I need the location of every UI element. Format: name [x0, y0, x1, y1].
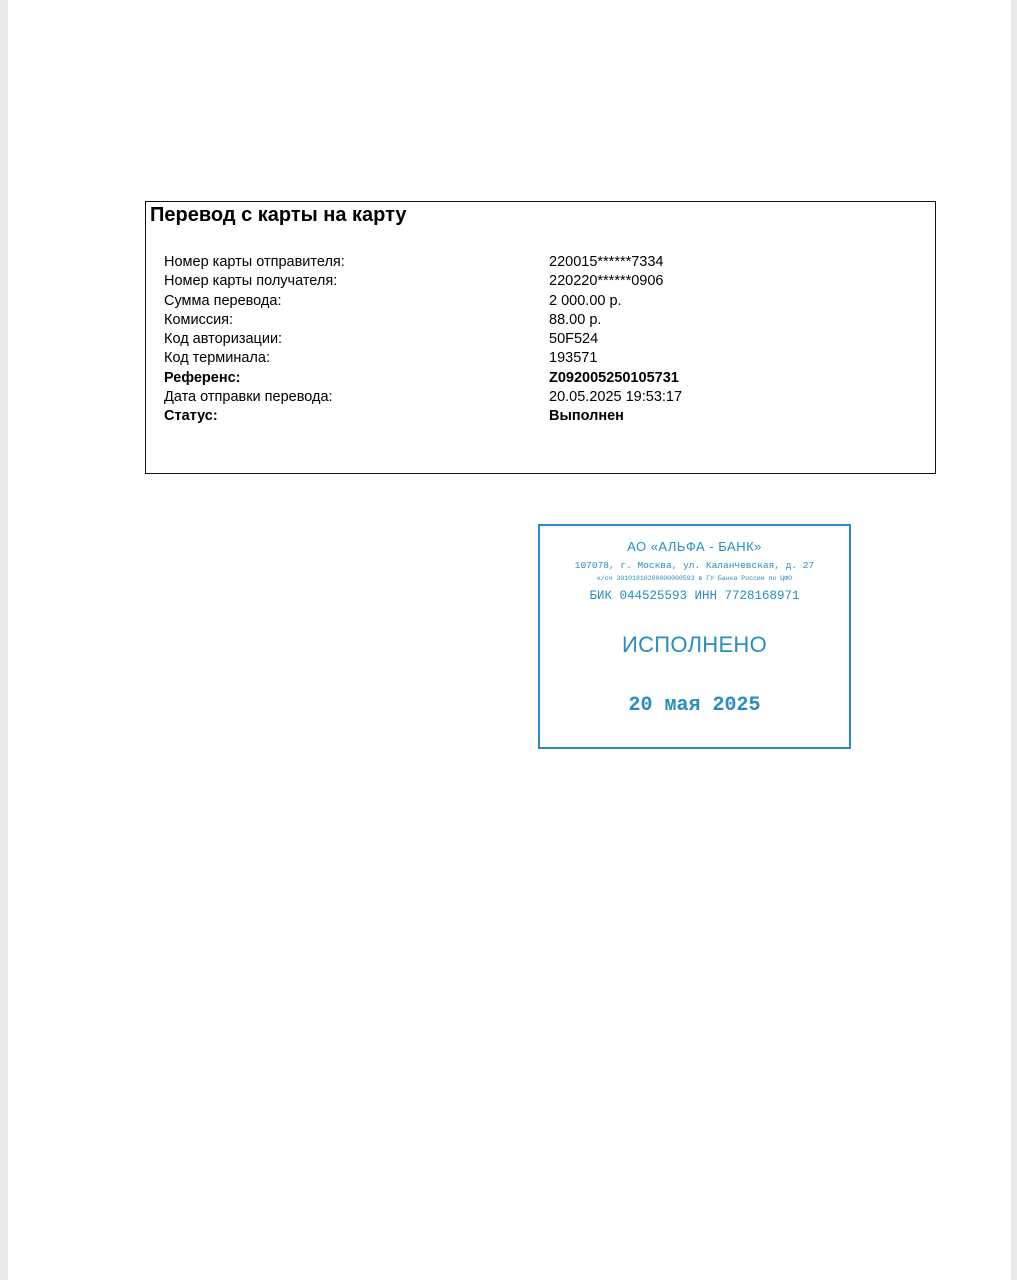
bank-stamp — [538, 524, 851, 749]
reference-label: Референс: — [164, 369, 241, 386]
send-date-row — [164, 389, 924, 408]
status-value: Выполнен — [549, 408, 624, 425]
recipient-card-label: Номер карты получателя: — [164, 273, 338, 290]
receipt-title: Перевод с карты на карту — [150, 204, 407, 226]
status-row — [164, 408, 924, 427]
amount-label: Сумма перевода: — [164, 292, 282, 309]
auth-code-label: Код авторизации: — [164, 331, 283, 348]
receipt-details — [164, 254, 924, 428]
stamp-account: к/сч 30101810200000000593 в ГУ Банка России по ЦФО — [596, 575, 793, 582]
sender-card-label: Номер карты отправителя: — [164, 254, 345, 270]
transfer-receipt — [145, 201, 936, 474]
recipient-card-value: 220220******0906 — [549, 273, 664, 290]
document-page — [8, 0, 1011, 1280]
stamp-bik-inn: БИК 044525593 ИНН 7728168971 — [589, 589, 800, 603]
auth-code-value: 50F524 — [549, 331, 599, 348]
fee-row — [164, 312, 924, 331]
terminal-code-label: Код терминала: — [164, 350, 270, 367]
send-date-label: Дата отправки перевода: — [164, 389, 333, 406]
fee-value: 88.00 р. — [549, 311, 602, 328]
stamp-status: ИСПОЛНЕНО — [621, 632, 768, 657]
stamp-address: 107078, г. Москва, ул. Каланчевская, д. 27 — [574, 560, 815, 571]
amount-row — [164, 293, 924, 312]
amount-value: 2 000.00 р. — [549, 292, 622, 309]
send-date-value: 20.05.2025 19:53:17 — [549, 389, 683, 406]
status-label: Статус: — [164, 408, 218, 425]
stamp-date: 20 мая 2025 — [628, 694, 761, 717]
sender-card-value: 220015******7334 — [549, 254, 664, 270]
fee-label: Комиссия: — [164, 311, 234, 328]
stamp-bank-name: АО «АЛЬФА - БАНК» — [627, 539, 762, 554]
reference-row — [164, 370, 924, 389]
auth-code-row — [164, 331, 924, 350]
reference-value: Z092005250105731 — [549, 369, 679, 386]
terminal-code-row — [164, 350, 924, 369]
recipient-card-row — [164, 273, 924, 292]
terminal-code-value: 193571 — [549, 350, 598, 367]
sender-card-row — [164, 254, 924, 273]
